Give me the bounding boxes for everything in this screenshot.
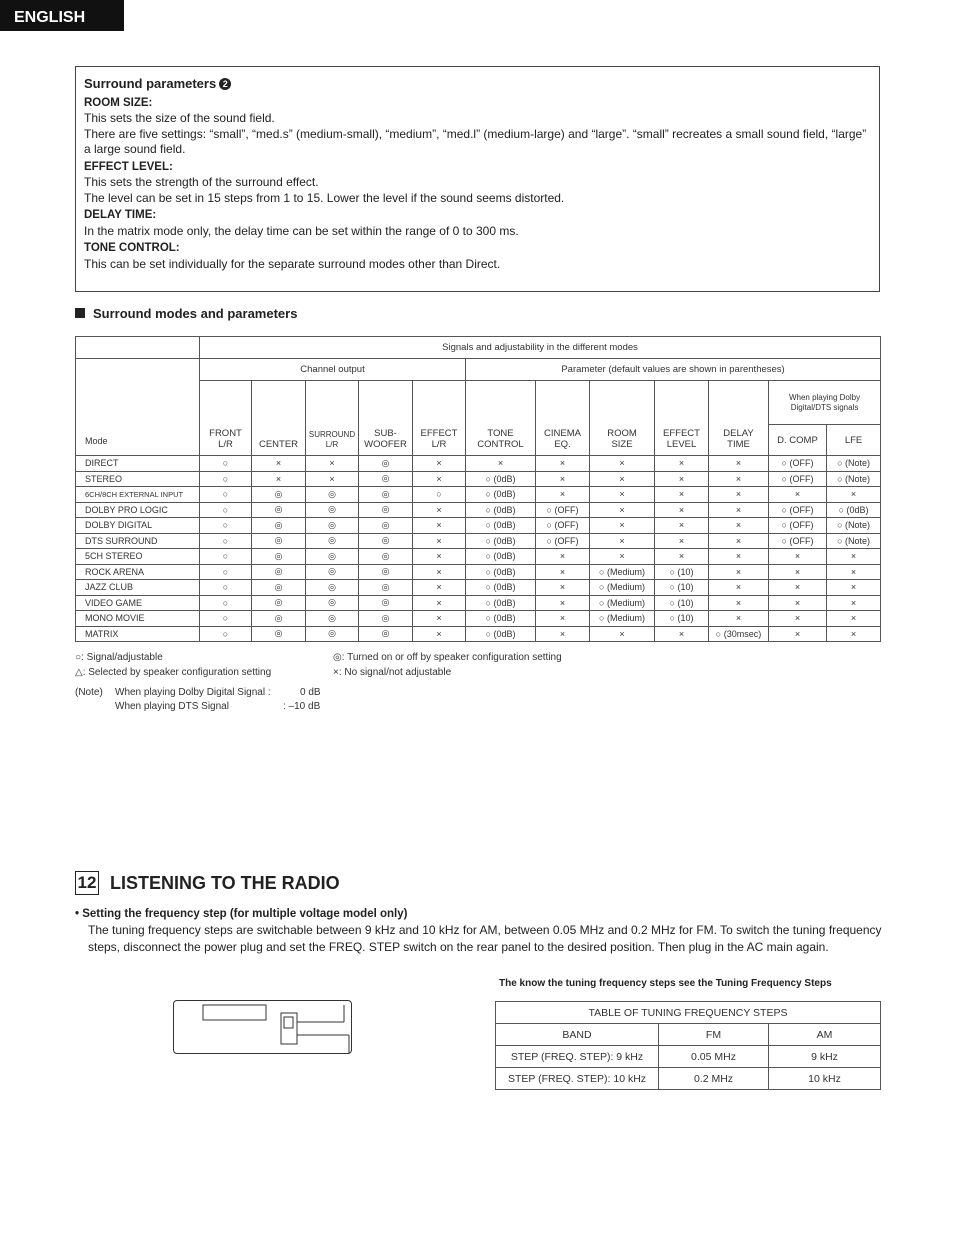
table-cell: × bbox=[655, 533, 709, 549]
table-cell: × bbox=[827, 564, 881, 580]
effect-level-text-2: The level can be set in 15 steps from 1 to 15. Lower the level if the sound seems distorted. bbox=[84, 190, 565, 205]
table-cell: × bbox=[827, 549, 881, 565]
table-cell: × bbox=[536, 456, 590, 472]
column-header: SURROUND L/R bbox=[306, 381, 359, 456]
table-cell: ◎ bbox=[252, 533, 306, 549]
effect-level-heading: EFFECT LEVEL: bbox=[84, 160, 173, 173]
table-cell: ○ (OFF) bbox=[769, 471, 827, 487]
table-cell: ○ (0dB) bbox=[466, 580, 536, 596]
table-cell: ◎ bbox=[359, 580, 413, 596]
table-cell: × bbox=[655, 626, 709, 642]
table-cell: ◎ bbox=[359, 471, 413, 487]
freq-step-heading: • Setting the frequency step (for multiple voltage model only) bbox=[75, 908, 408, 920]
mode-name: JAZZ CLUB bbox=[76, 580, 200, 596]
table-cell: × bbox=[413, 533, 466, 549]
table-cell: × bbox=[769, 595, 827, 611]
table-cell: × bbox=[536, 471, 590, 487]
freq-row-9khz-label: STEP (FREQ. STEP): 9 kHz bbox=[496, 1046, 659, 1068]
table-cell: × bbox=[590, 487, 655, 503]
table-row bbox=[76, 502, 881, 518]
parameter-header: Parameter (default values are shown in parentheses) bbox=[466, 359, 881, 381]
square-bullet-icon bbox=[75, 308, 85, 318]
table-cell: × bbox=[655, 456, 709, 472]
table-cell: × bbox=[536, 487, 590, 503]
table-cell: × bbox=[536, 580, 590, 596]
table-cell: × bbox=[709, 611, 769, 627]
table-cell: × bbox=[709, 471, 769, 487]
table-cell: ○ (OFF) bbox=[769, 518, 827, 534]
table-cell: × bbox=[655, 518, 709, 534]
table-cell: ◎ bbox=[359, 564, 413, 580]
note-dts-text: When playing DTS Signal bbox=[115, 701, 229, 712]
table-cell: ◎ bbox=[359, 456, 413, 472]
table-cell: ◎ bbox=[252, 487, 306, 503]
freq-table-title: TABLE OF TUNING FREQUENCY STEPS bbox=[496, 1002, 881, 1024]
table-cell: × bbox=[590, 533, 655, 549]
language-tab: ENGLISH bbox=[0, 0, 124, 31]
table-cell: ○ (OFF) bbox=[536, 502, 590, 518]
table-cell: ○ bbox=[200, 502, 252, 518]
table-cell: ◎ bbox=[252, 549, 306, 565]
freq-row-9khz-fm: 0.05 MHz bbox=[659, 1046, 769, 1068]
freq-row-10khz-am: 10 kHz bbox=[769, 1068, 881, 1090]
table-cell: ○ (OFF) bbox=[769, 502, 827, 518]
mode-name: STEREO bbox=[76, 471, 200, 487]
table-cell: × bbox=[827, 611, 881, 627]
table-cell: × bbox=[413, 456, 466, 472]
table-cell: ◎ bbox=[306, 487, 359, 503]
note-dts-value: : –10 dB bbox=[283, 701, 321, 712]
note-dolby-text: When playing Dolby Digital Signal : bbox=[115, 687, 271, 698]
dolby-dts-header: When playing Dolby Digital/DTS signals bbox=[769, 381, 881, 425]
legend-selected-by: △: Selected by speaker configuration setting bbox=[75, 667, 272, 678]
table-cell: ○ (OFF) bbox=[769, 533, 827, 549]
table-cell: ○ (0dB) bbox=[466, 564, 536, 580]
table-cell: ○ (Medium) bbox=[590, 611, 655, 627]
mode-name: ROCK ARENA bbox=[76, 564, 200, 580]
table-cell: ○ (Medium) bbox=[590, 580, 655, 596]
table-cell: × bbox=[413, 471, 466, 487]
table-cell: ◎ bbox=[359, 533, 413, 549]
table-row bbox=[76, 580, 881, 596]
table-cell: × bbox=[590, 518, 655, 534]
table-cell: ◎ bbox=[306, 533, 359, 549]
table-cell: ○ bbox=[200, 549, 252, 565]
table-row bbox=[76, 456, 881, 472]
freq-header-band: BAND bbox=[496, 1024, 659, 1046]
freq-header-fm: FM bbox=[659, 1024, 769, 1046]
table-cell: × bbox=[413, 611, 466, 627]
table-cell: ○ bbox=[200, 471, 252, 487]
table-cell: ○ (0dB) bbox=[827, 502, 881, 518]
note-dolby-value: 0 dB bbox=[300, 687, 321, 698]
mode-name: DIRECT bbox=[76, 456, 200, 472]
number-badge-icon: 2 bbox=[219, 78, 231, 90]
table-cell: × bbox=[709, 533, 769, 549]
table-cell: ◎ bbox=[306, 518, 359, 534]
table-cell: × bbox=[827, 580, 881, 596]
table-cell: ◎ bbox=[359, 549, 413, 565]
table-cell: ◎ bbox=[252, 611, 306, 627]
mode-name: 5CH STEREO bbox=[76, 549, 200, 565]
table-cell: × bbox=[709, 502, 769, 518]
freq-row-10khz-label: STEP (FREQ. STEP): 10 kHz bbox=[496, 1068, 659, 1090]
table-cell: × bbox=[709, 487, 769, 503]
table-row bbox=[76, 471, 881, 487]
table-cell: × bbox=[466, 456, 536, 472]
table-cell: × bbox=[769, 564, 827, 580]
table-cell: × bbox=[536, 549, 590, 565]
table-corner-cell bbox=[76, 337, 200, 359]
legend-no-signal: ×: No signal/not adjustable bbox=[333, 667, 452, 678]
table-cell: ◎ bbox=[359, 595, 413, 611]
mode-name: MONO MOVIE bbox=[76, 611, 200, 627]
table-cell: × bbox=[413, 502, 466, 518]
table-cell: ◎ bbox=[252, 518, 306, 534]
table-row bbox=[76, 549, 881, 565]
table-cell: × bbox=[709, 580, 769, 596]
modes-section-title: Surround modes and parameters bbox=[75, 306, 297, 321]
table-cell: ○ (Note) bbox=[827, 518, 881, 534]
table-row bbox=[76, 626, 881, 642]
table-cell: ○ bbox=[200, 595, 252, 611]
tuning-frequency-table bbox=[495, 1001, 881, 1090]
table-cell: ○ (Medium) bbox=[590, 564, 655, 580]
mode-name: DTS SURROUND bbox=[76, 533, 200, 549]
table-cell: ○ (10) bbox=[655, 611, 709, 627]
surround-parameters-box bbox=[75, 66, 880, 292]
table-cell: ◎ bbox=[252, 595, 306, 611]
note-label: (Note) bbox=[75, 687, 103, 698]
table-cell: × bbox=[413, 626, 466, 642]
table-cell: × bbox=[709, 595, 769, 611]
table-cell: × bbox=[769, 611, 827, 627]
table-cell: ○ (Note) bbox=[827, 471, 881, 487]
table-cell: ○ (Medium) bbox=[590, 595, 655, 611]
table-cell: ○ (0dB) bbox=[466, 611, 536, 627]
table-cell: ○ bbox=[200, 580, 252, 596]
table-cell: × bbox=[536, 564, 590, 580]
table-cell: × bbox=[769, 626, 827, 642]
table-cell: × bbox=[827, 595, 881, 611]
table-cell: × bbox=[536, 595, 590, 611]
table-cell: × bbox=[769, 487, 827, 503]
chapter-title: LISTENING TO THE RADIO bbox=[110, 873, 340, 893]
column-header: TONE CONTROL bbox=[466, 381, 536, 456]
surround-parameters-title: Surround parameters 2 bbox=[84, 76, 871, 92]
table-cell: ○ (0dB) bbox=[466, 533, 536, 549]
table-row bbox=[76, 487, 881, 503]
freq-row-10khz-fm: 0.2 MHz bbox=[659, 1068, 769, 1090]
column-header: EFFECT L/R bbox=[413, 381, 466, 456]
table-cell: ◎ bbox=[359, 502, 413, 518]
table-cell: × bbox=[655, 502, 709, 518]
table-cell: × bbox=[590, 549, 655, 565]
table-cell: × bbox=[413, 518, 466, 534]
table-cell: × bbox=[536, 611, 590, 627]
effect-level-text-1: This sets the strength of the surround effect. bbox=[84, 175, 319, 189]
table-cell: × bbox=[413, 549, 466, 565]
table-cell: ○ bbox=[200, 626, 252, 642]
column-header: EFFECT LEVEL bbox=[655, 381, 709, 456]
table-row bbox=[76, 611, 881, 627]
table-cell: ○ bbox=[200, 518, 252, 534]
table-cell: × bbox=[590, 626, 655, 642]
column-header: ROOM SIZE bbox=[590, 381, 655, 456]
table-cell: ○ bbox=[413, 487, 466, 503]
surround-modes-table bbox=[75, 336, 881, 642]
table-cell: × bbox=[709, 564, 769, 580]
table-cell: ◎ bbox=[306, 595, 359, 611]
table-cell: ◎ bbox=[306, 611, 359, 627]
table-cell: ◎ bbox=[252, 564, 306, 580]
column-header: SUB- WOOFER bbox=[359, 381, 413, 456]
legend-signal: ○: Signal/adjustable bbox=[75, 652, 163, 663]
table-cell: ◎ bbox=[359, 487, 413, 503]
column-header: CENTER bbox=[252, 381, 306, 456]
table-cell: × bbox=[709, 518, 769, 534]
table-cell: × bbox=[655, 487, 709, 503]
table-cell: ○ (OFF) bbox=[536, 533, 590, 549]
table-cell: × bbox=[769, 549, 827, 565]
table-cell: × bbox=[709, 456, 769, 472]
table-cell: × bbox=[252, 456, 306, 472]
table-cell: × bbox=[769, 580, 827, 596]
table-cell: ◎ bbox=[306, 502, 359, 518]
table-cell: ○ (0dB) bbox=[466, 518, 536, 534]
table-cell: ○ bbox=[200, 533, 252, 549]
mode-name: VIDEO GAME bbox=[76, 595, 200, 611]
table-cell: × bbox=[590, 502, 655, 518]
table-cell: ○ (Note) bbox=[827, 533, 881, 549]
chapter-number: 12 bbox=[75, 871, 99, 895]
table-row bbox=[76, 518, 881, 534]
tone-control-text: This can be set individually for the separate surround modes other than Direct. bbox=[84, 256, 501, 271]
delay-time-text: In the matrix mode only, the delay time can be set within the range of 0 to 300 ms. bbox=[84, 223, 519, 238]
table-cell: × bbox=[536, 626, 590, 642]
table-cell: × bbox=[590, 456, 655, 472]
column-header: D. COMP bbox=[769, 425, 827, 456]
table-cell: ○ (30msec) bbox=[709, 626, 769, 642]
table-cell: ◎ bbox=[359, 518, 413, 534]
table-cell: × bbox=[413, 580, 466, 596]
table-cell: × bbox=[827, 626, 881, 642]
table-cell: × bbox=[252, 471, 306, 487]
room-size-text-1: This sets the size of the sound field. bbox=[84, 111, 275, 125]
table-cell: ○ (10) bbox=[655, 564, 709, 580]
table-cell: ○ (OFF) bbox=[536, 518, 590, 534]
table-cell: ○ (0dB) bbox=[466, 487, 536, 503]
freq-steps-note: The know the tuning frequency steps see the Tuning Frequency Steps bbox=[499, 978, 832, 989]
column-header: CINEMA EQ. bbox=[536, 381, 590, 456]
table-cell: ○ (10) bbox=[655, 580, 709, 596]
table-cell: ◎ bbox=[252, 580, 306, 596]
table-cell: ○ (0dB) bbox=[466, 549, 536, 565]
freq-step-switch-illustration bbox=[173, 1000, 352, 1054]
table-cell: ○ (0dB) bbox=[466, 595, 536, 611]
signals-header: Signals and adjustability in the different modes bbox=[200, 337, 881, 359]
column-header: DELAY TIME bbox=[709, 381, 769, 456]
room-size-text-2: There are five settings: “small”, “med.s” (medium-small), “medium”, “med.l” (medium-large) and “large”. “small” recreates a small sound field, “large” a large sound field. bbox=[84, 126, 867, 156]
channel-output-header: Channel output bbox=[200, 359, 466, 381]
legend-turned-on-off: ◎: Turned on or off by speaker configuration setting bbox=[333, 652, 562, 663]
freq-header-am: AM bbox=[769, 1024, 881, 1046]
table-cell: ○ (0dB) bbox=[466, 502, 536, 518]
delay-time-heading: DELAY TIME: bbox=[84, 209, 157, 221]
tone-control-heading: TONE CONTROL: bbox=[84, 242, 180, 254]
table-row bbox=[76, 564, 881, 580]
table-cell: ◎ bbox=[252, 626, 306, 642]
table-cell: ○ (0dB) bbox=[466, 626, 536, 642]
table-cell: × bbox=[413, 564, 466, 580]
table-cell: ◎ bbox=[359, 626, 413, 642]
switch-drawing-icon bbox=[174, 1001, 353, 1055]
table-cell: ◎ bbox=[359, 611, 413, 627]
table-cell: × bbox=[709, 549, 769, 565]
table-cell: ○ (0dB) bbox=[466, 471, 536, 487]
mode-name: DOLBY PRO LOGIC bbox=[76, 502, 200, 518]
table-cell: × bbox=[413, 595, 466, 611]
table-row bbox=[76, 533, 881, 549]
table-cell: × bbox=[827, 487, 881, 503]
table-cell: ◎ bbox=[306, 626, 359, 642]
table-cell: × bbox=[655, 471, 709, 487]
mode-column-header: Mode bbox=[76, 359, 200, 456]
table-cell: ○ bbox=[200, 564, 252, 580]
mode-name: MATRIX bbox=[76, 626, 200, 642]
table-cell: ◎ bbox=[306, 549, 359, 565]
mode-name: 6CH/8CH EXTERNAL INPUT bbox=[76, 487, 200, 503]
table-cell: × bbox=[306, 471, 359, 487]
table-cell: ○ bbox=[200, 487, 252, 503]
table-cell: × bbox=[306, 456, 359, 472]
table-cell: ◎ bbox=[306, 580, 359, 596]
table-cell: ○ bbox=[200, 611, 252, 627]
room-size-heading: ROOM SIZE: bbox=[84, 96, 153, 109]
freq-step-body: The tuning frequency steps are switchable between 9 kHz and 10 kHz for AM, between 0.05 MHz and 0.2 MHz for FM. To switch the tuning frequency steps, disconnect the power plug and set the FREQ. STEP switch on the rear panel to the desired position. Then plug in the AC main again. bbox=[88, 923, 882, 954]
table-cell: ○ (Note) bbox=[827, 456, 881, 472]
table-cell: × bbox=[590, 471, 655, 487]
table-cell: × bbox=[655, 549, 709, 565]
table-cell: ○ (10) bbox=[655, 595, 709, 611]
mode-name: DOLBY DIGITAL bbox=[76, 518, 200, 534]
table-cell: ◎ bbox=[306, 564, 359, 580]
table-cell: ○ (OFF) bbox=[769, 456, 827, 472]
column-header: LFE bbox=[827, 425, 881, 456]
column-header: FRONT L/R bbox=[200, 381, 252, 456]
freq-row-9khz-am: 9 kHz bbox=[769, 1046, 881, 1068]
table-row bbox=[76, 595, 881, 611]
table-cell: ○ bbox=[200, 456, 252, 472]
table-cell: ◎ bbox=[252, 502, 306, 518]
